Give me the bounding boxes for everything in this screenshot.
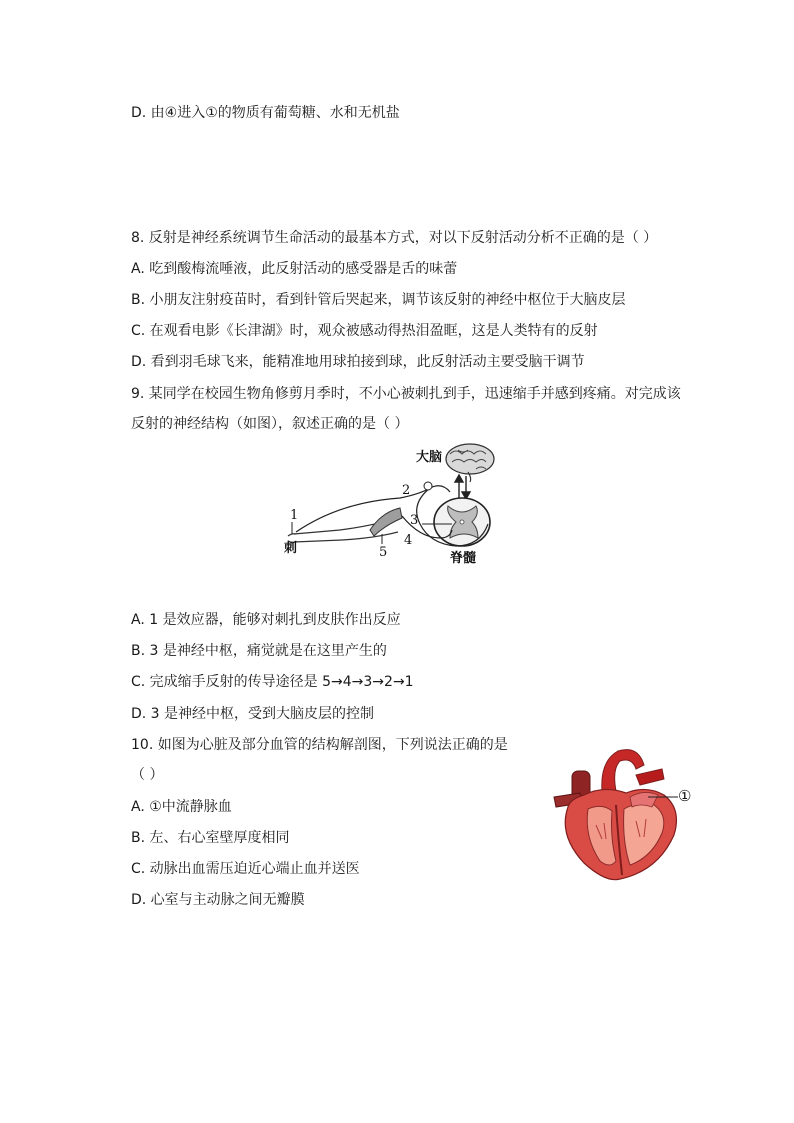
label-5: 5 xyxy=(379,545,388,560)
q9-stem-line1: 9. 某同学在校园生物角修剪月季时，不小心被刺扎到手，迅速缩手并感到疼痛。对完成该 xyxy=(131,386,681,402)
heart-label-1: ① xyxy=(678,787,692,805)
label-4: 4 xyxy=(404,533,413,548)
q8-option-d: D. 看到羽毛球飞来，能精准地用球拍接到球，此反射活动主要受脑干调节 xyxy=(131,354,585,370)
heart-drawing xyxy=(540,745,700,885)
reflex-arc-figure xyxy=(280,442,520,570)
q9-option-b: B. 3 是神经中枢，痛觉就是在这里产生的 xyxy=(131,643,387,659)
q8-option-a: A. 吃到酸梅流唾液，此反射活动的感受器是舌的味蕾 xyxy=(131,261,458,277)
q10-stem-line1: 10. 如图为心脏及部分血管的结构解剖图，下列说法正确的是 xyxy=(131,737,508,753)
q9-option-d: D. 3 是神经中枢，受到大脑皮层的控制 xyxy=(131,706,375,722)
q10-option-d: D. 心室与主动脉之间无瓣膜 xyxy=(131,892,305,908)
label-3: 3 xyxy=(410,513,419,528)
label-2: 2 xyxy=(402,483,411,498)
q10-stem-line2: （ ） xyxy=(131,767,164,783)
q10-option-c: C. 动脉出血需压迫近心端止血并送医 xyxy=(131,861,360,877)
q9-option-a: A. 1 是效应器，能够对刺扎到皮肤作出反应 xyxy=(131,612,401,628)
q10-option-b: B. 左、右心室壁厚度相同 xyxy=(131,830,290,846)
spinal-cord-section xyxy=(434,498,490,546)
label-brain: 大脑 xyxy=(416,450,443,465)
label-1: 1 xyxy=(290,508,299,523)
q8-stem: 8. 反射是神经系统调节生命活动的最基本方式，对以下反射活动分析不正确的是（ ） xyxy=(131,230,658,246)
q9-stem-line2: 反射的神经结构（如图），叙述正确的是（ ） xyxy=(131,416,409,432)
brain-illustration xyxy=(446,444,494,482)
q10-option-a: A. ①中流静脉血 xyxy=(131,799,232,815)
brain-spinal-arrows xyxy=(455,475,470,499)
heart-illustration xyxy=(554,750,678,880)
heart-figure xyxy=(540,745,700,885)
label-spinal-cord: 脊髓 xyxy=(450,551,477,566)
q7-option-d: D. 由④进入①的物质有葡萄糖、水和无机盐 xyxy=(131,105,400,121)
q8-option-c: C. 在观看电影《长津湖》时，观众被感动得热泪盈眶，这是人类特有的反射 xyxy=(131,323,598,339)
arm-illustration xyxy=(288,508,402,542)
q9-option-c: C. 完成缩手反射的传导途径是 5→4→3→2→1 xyxy=(131,674,414,690)
q8-option-b: B. 小朋友注射疫苗时，看到针管后哭起来，调节该反射的神经中枢位于大脑皮层 xyxy=(131,292,626,308)
label-thorn: 刺 xyxy=(284,541,298,556)
reflex-arc-drawing xyxy=(280,442,520,570)
